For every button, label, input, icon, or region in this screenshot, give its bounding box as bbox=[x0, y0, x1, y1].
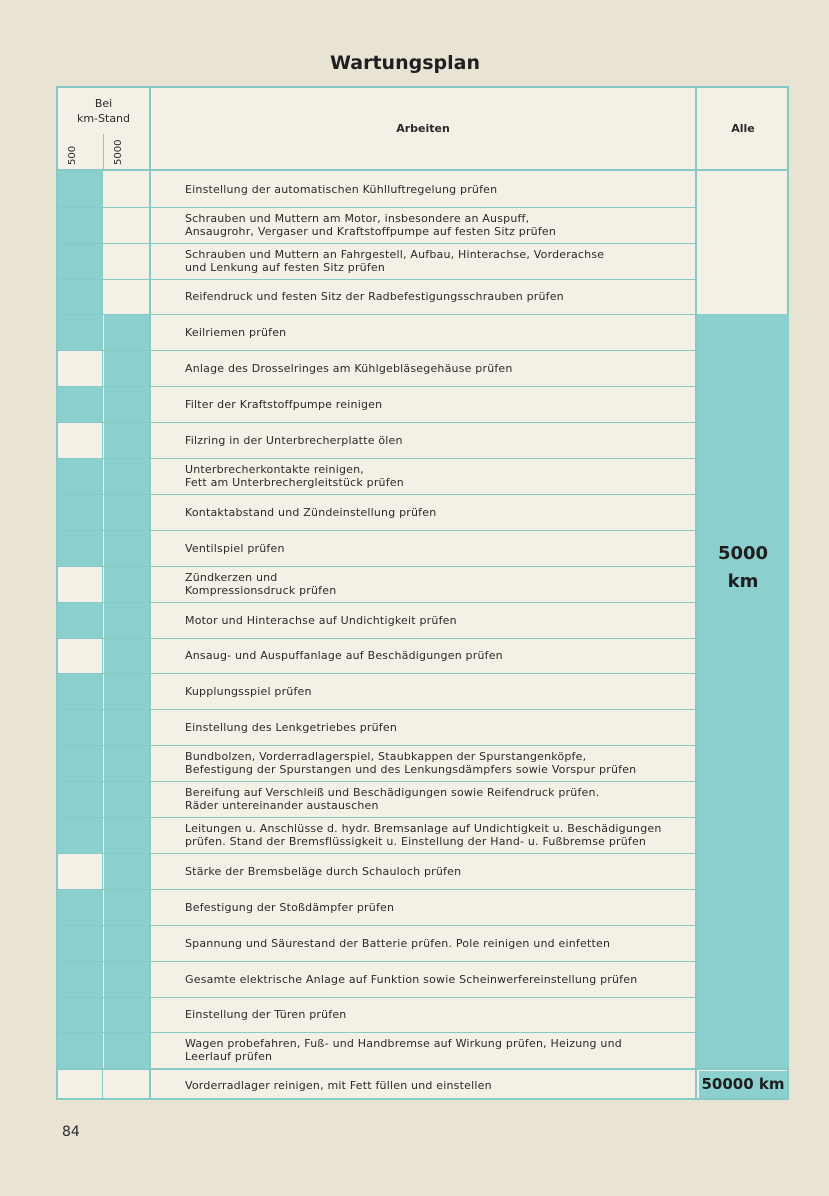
cell-5000 bbox=[104, 171, 151, 207]
table-row bbox=[58, 494, 789, 530]
row-text: Befestigung der Stoßdämpfer prüfen bbox=[151, 889, 697, 925]
row-text: Ansaug- und Auspuffanlage auf Beschädigungen prüfen bbox=[151, 638, 697, 673]
cell-500 bbox=[58, 997, 103, 1032]
table-row bbox=[58, 243, 789, 279]
cell-500 bbox=[58, 673, 103, 709]
row-text: Ventilspiel prüfen bbox=[151, 530, 697, 566]
row-text: Einstellung der automatischen Kühlluftregelung prüfen bbox=[151, 171, 697, 207]
row-separator bbox=[58, 207, 697, 208]
cell-500 bbox=[58, 781, 103, 817]
cell-500 bbox=[58, 530, 103, 566]
cell-5000 bbox=[104, 422, 151, 458]
row-separator bbox=[58, 314, 697, 315]
cell-5000 bbox=[104, 350, 151, 386]
row-text: Schrauben und Muttern an Fahrgestell, Aufbau, Hinterachse, Vorderachse und Lenkung auf festen Sitz prüfen bbox=[151, 243, 697, 279]
row-text: Keilriemen prüfen bbox=[151, 314, 697, 350]
cell-500 bbox=[58, 458, 103, 494]
table-row bbox=[58, 709, 789, 745]
row-text: Filzring in der Unterbrecherplatte ölen bbox=[151, 422, 697, 458]
header-km-stand-label: km-Stand bbox=[76, 112, 131, 125]
table-row bbox=[58, 566, 789, 602]
cell-500 bbox=[58, 745, 103, 781]
row-separator bbox=[58, 494, 697, 495]
cell-500 bbox=[58, 1032, 103, 1068]
cell-5000 bbox=[104, 243, 151, 279]
table-row bbox=[58, 1032, 789, 1068]
header-col-500: 500 bbox=[67, 145, 78, 165]
table-row bbox=[58, 997, 789, 1032]
page-title: Wartungsplan bbox=[330, 52, 480, 74]
row-separator bbox=[58, 350, 697, 351]
cell-500 bbox=[58, 350, 103, 386]
cell-5000 bbox=[104, 566, 151, 602]
row-separator bbox=[58, 673, 697, 674]
cell-5000 bbox=[104, 781, 151, 817]
row-separator bbox=[58, 961, 697, 962]
cell-5000 bbox=[104, 207, 151, 243]
header-arbeiten-label: Arbeiten bbox=[396, 122, 450, 135]
cell-500 bbox=[58, 602, 103, 638]
table-row bbox=[58, 314, 789, 350]
row-text: Filter der Kraftstoffpumpe reinigen bbox=[151, 386, 697, 422]
last-row bbox=[58, 1070, 789, 1100]
table-row bbox=[58, 207, 789, 243]
row-text: Spannung und Säurestand der Batterie prüfen. Pole reinigen und einfetten bbox=[151, 925, 697, 961]
row-text: Kupplungsspiel prüfen bbox=[151, 673, 697, 709]
row-separator bbox=[58, 638, 697, 639]
table-row bbox=[58, 781, 789, 817]
row-text: Stärke der Bremsbeläge durch Schauloch prüfen bbox=[151, 853, 697, 889]
row-separator bbox=[58, 853, 697, 854]
row-separator bbox=[58, 745, 697, 746]
table-row bbox=[58, 171, 789, 207]
cell-500 bbox=[58, 1070, 103, 1100]
cell-500 bbox=[58, 494, 103, 530]
row-text: Wagen probefahren, Fuß- und Handbremse auf Wirkung prüfen, Heizung und Leerlauf prüfen bbox=[151, 1032, 697, 1068]
row-text: Einstellung des Lenkgetriebes prüfen bbox=[151, 709, 697, 745]
row-separator bbox=[58, 530, 697, 531]
header-bei: Bei bbox=[94, 97, 113, 110]
table-row bbox=[58, 458, 789, 494]
row-text: Zündkerzen und Kompressionsdruck prüfen bbox=[151, 566, 697, 602]
row-text: Anlage des Drosselringes am Kühlgebläsegehäuse prüfen bbox=[151, 350, 697, 386]
cell-500 bbox=[58, 279, 103, 314]
cell-5000 bbox=[104, 817, 151, 853]
header-arbeiten bbox=[151, 88, 697, 169]
row-separator bbox=[58, 279, 697, 280]
cell-500 bbox=[58, 638, 103, 673]
page-number: 84 bbox=[62, 1124, 80, 1140]
column-divider bbox=[103, 134, 104, 169]
header-alle bbox=[697, 88, 789, 169]
cell-500 bbox=[58, 925, 103, 961]
cell-5000 bbox=[104, 314, 151, 350]
row-separator bbox=[58, 781, 697, 782]
header-col-5000: 5000 bbox=[113, 139, 124, 165]
last-row-text: Vorderradlager reinigen, mit Fett füllen und einstellen bbox=[151, 1070, 697, 1100]
table-row bbox=[58, 422, 789, 458]
cell-500 bbox=[58, 853, 103, 889]
table-row bbox=[58, 530, 789, 566]
row-text: Bundbolzen, Vorderradlagerspiel, Staubkappen der Spurstangenköpfe, Befestigung der Spurstangen und des Lenkungsdämpfers sowie Vorspur prüfen bbox=[151, 745, 697, 781]
row-separator bbox=[58, 817, 697, 818]
row-text: Bereifung auf Verschleiß und Beschädigungen sowie Reifendruck prüfen. Räder untereinander austauschen bbox=[151, 781, 697, 817]
row-separator bbox=[58, 1032, 697, 1033]
table-row bbox=[58, 350, 789, 386]
cell-5000 bbox=[104, 925, 151, 961]
table-row bbox=[58, 961, 789, 997]
cell-5000 bbox=[104, 709, 151, 745]
cell-5000 bbox=[104, 602, 151, 638]
table-row bbox=[58, 638, 789, 673]
row-separator bbox=[58, 386, 697, 387]
row-separator bbox=[58, 709, 697, 710]
cell-500 bbox=[58, 817, 103, 853]
cell-5000 bbox=[104, 458, 151, 494]
alle-5000-unit: km bbox=[727, 571, 759, 592]
cell-5000 bbox=[104, 997, 151, 1032]
row-separator bbox=[58, 602, 697, 603]
row-text: Unterbrecherkontakte reinigen, Fett am Unterbrechergleitstück prüfen bbox=[151, 458, 697, 494]
row-separator bbox=[58, 243, 697, 244]
cell-500 bbox=[58, 171, 103, 207]
row-separator bbox=[58, 997, 697, 998]
row-separator bbox=[58, 925, 697, 926]
row-text: Schrauben und Muttern am Motor, insbesondere an Auspuff, Ansaugrohr, Vergaser und Kraftstoffpumpe auf festen Sitz prüfen bbox=[151, 207, 697, 243]
cell-500 bbox=[58, 709, 103, 745]
table-row bbox=[58, 602, 789, 638]
maintenance-table bbox=[56, 86, 789, 1100]
cell-500 bbox=[58, 386, 103, 422]
cell-5000 bbox=[104, 889, 151, 925]
row-text: Einstellung der Türen prüfen bbox=[151, 997, 697, 1032]
cell-5000 bbox=[104, 638, 151, 673]
cell-5000 bbox=[104, 386, 151, 422]
row-separator bbox=[58, 422, 697, 423]
cell-5000 bbox=[104, 530, 151, 566]
header-km-stand bbox=[58, 88, 151, 169]
cell-5000 bbox=[104, 1032, 151, 1068]
cell-5000 bbox=[104, 745, 151, 781]
cell-500 bbox=[58, 889, 103, 925]
cell-500 bbox=[58, 207, 103, 243]
row-text: Gesamte elektrische Anlage auf Funktion sowie Scheinwerfereinstellung prüfen bbox=[151, 961, 697, 997]
cell-500 bbox=[58, 243, 103, 279]
cell-5000 bbox=[104, 1070, 151, 1100]
table-row bbox=[58, 673, 789, 709]
alle-5000-value: 5000 bbox=[717, 543, 769, 564]
cell-5000 bbox=[104, 673, 151, 709]
cell-500 bbox=[58, 422, 103, 458]
table-row bbox=[58, 817, 789, 853]
table-row bbox=[58, 279, 789, 314]
table-row bbox=[58, 925, 789, 961]
table-row bbox=[58, 889, 789, 925]
cell-500 bbox=[58, 961, 103, 997]
row-separator bbox=[58, 566, 697, 567]
cell-500 bbox=[58, 314, 103, 350]
alle-50000-value: 50000 km bbox=[701, 1075, 785, 1093]
row-separator bbox=[58, 889, 697, 890]
cell-5000 bbox=[104, 494, 151, 530]
row-text: Reifendruck und festen Sitz der Radbefestigungsschrauben prüfen bbox=[151, 279, 697, 314]
table-row bbox=[58, 386, 789, 422]
row-text: Motor und Hinterachse auf Undichtigkeit prüfen bbox=[151, 602, 697, 638]
cell-500 bbox=[58, 566, 103, 602]
table-row bbox=[58, 745, 789, 781]
cell-5000 bbox=[104, 279, 151, 314]
table-row bbox=[58, 853, 789, 889]
cell-5000 bbox=[104, 853, 151, 889]
row-text: Kontaktabstand und Zündeinstellung prüfen bbox=[151, 494, 697, 530]
cell-5000 bbox=[104, 961, 151, 997]
row-text: Leitungen u. Anschlüsse d. hydr. Bremsanlage auf Undichtigkeit u. Beschädigungen prüfen. Stand der Bremsflüssigkeit u. Einstellung der Hand- u. Fußbremse prüfen bbox=[151, 817, 697, 853]
header-alle-label: Alle bbox=[731, 122, 755, 135]
row-separator bbox=[58, 458, 697, 459]
